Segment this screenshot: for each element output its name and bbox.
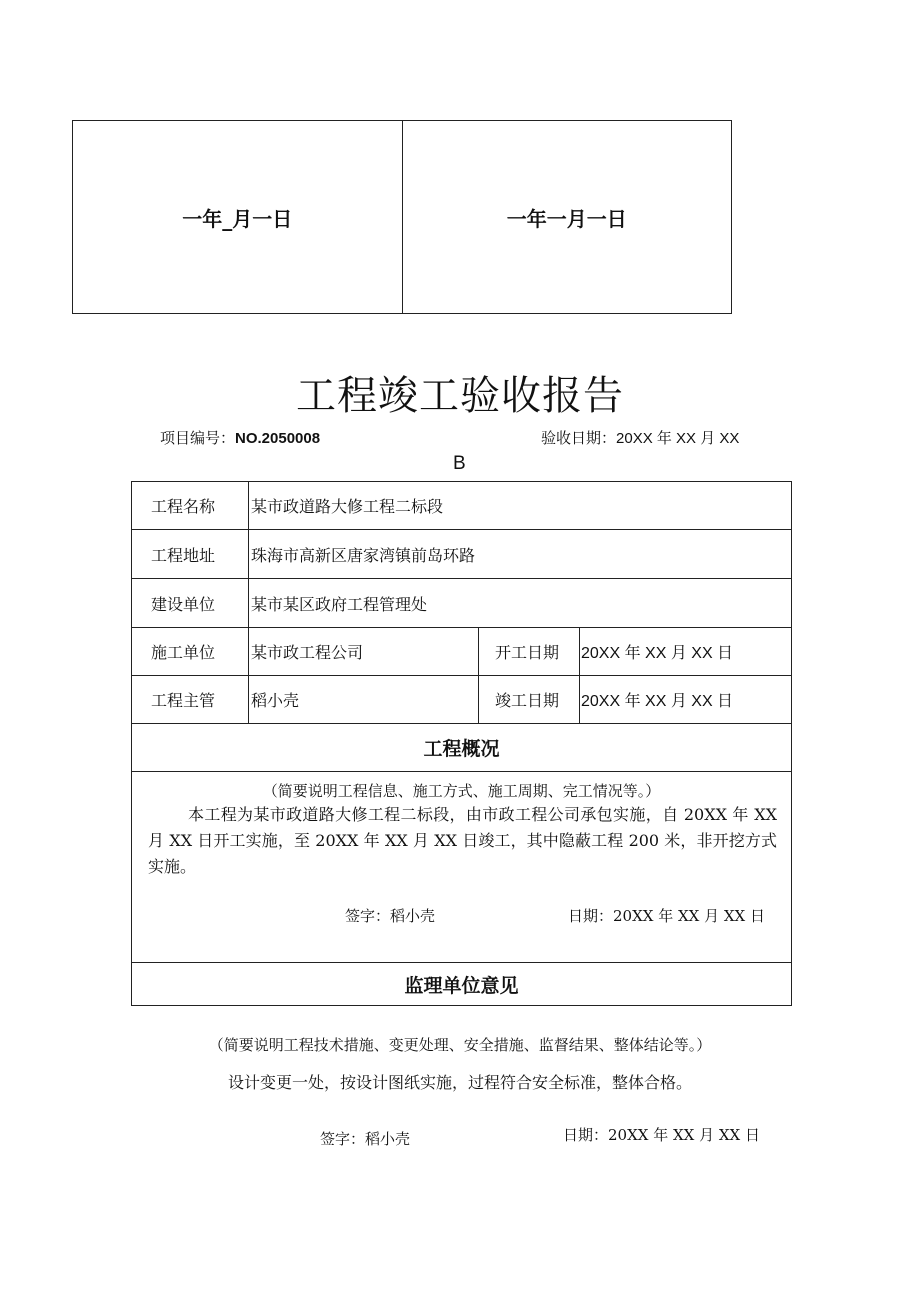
overview-heading: 工程概况 [132,724,791,772]
overview-note: （简要说明工程信息、施工方式、施工周期、完工情况等。） [262,782,661,800]
overview-text: 本工程为某市政道路大修工程二标段，由市政工程公司承包实施，自 20XX 年 XX 月 XX 日开工实施，至 20XX 年 XX 月 XX 日竣工，其中隐蔽工程 200 米，非开挖方式实施。 [148,805,777,876]
date-box [72,120,732,314]
row-value: 珠海市高新区唐家湾镇前岛环路 [248,530,791,578]
row-project-address [132,530,791,579]
row-label: 施工单位 [151,643,216,662]
supervision-signature: 签字：稻小壳 [320,1130,411,1148]
start-date-label: 开工日期 [478,628,579,675]
supervision-text: 设计变更一处，按设计图纸实施，过程符合安全标准，整体合格。 [227,1073,692,1092]
row-label: 工程名称 [151,497,216,516]
supervision-heading: 监理单位意见 [404,974,519,997]
date-cell-left: 一年_月一日 [182,206,293,231]
completion-date-label: 竣工日期 [478,676,579,723]
supervision-note: （简要说明工程技术措施、变更处理、安全措施、监督结果、整体结论等。） [208,1036,712,1054]
row-label: 工程地址 [151,545,216,565]
project-number-label: 项目编号： [160,429,236,447]
start-date-value [579,628,791,675]
row-construction-unit [132,579,791,628]
completion-date-value [579,676,791,723]
report-title: 工程竣工验收报告 [296,373,624,419]
acceptance-date-label: 验收日期： [541,429,617,447]
start-date-text: 20XX 年 XX 月 XX 日 [581,645,734,662]
row-project-name [132,482,791,530]
project-number-value: NO.2050008 [235,430,321,447]
row-contractor [132,628,791,676]
row-value: 某市政道路大修工程二标段 [248,482,791,529]
row-value: 稻小壳 [248,676,478,723]
row-value: 某市某区政府工程管理处 [248,579,791,627]
acceptance-date-continuation: B [453,453,466,474]
project-number [160,428,320,449]
row-value: 某市政工程公司 [248,628,478,675]
date-cell-right: 一年一月一日 [402,121,732,313]
report-table [131,481,792,1006]
overview-section [132,772,791,963]
overview-date: 日期：20XX 年 XX 月 XX 日 [568,907,766,925]
row-manager [132,676,791,724]
acceptance-date [541,428,739,449]
supervision-date: 日期：20XX 年 XX 月 XX 日 [563,1126,761,1144]
row-label: 工程主管 [151,691,216,710]
row-label: 建设单位 [151,594,216,614]
overview-signature: 签字：稻小壳 [345,907,436,925]
acceptance-date-value: 20XX 年 XX 月 XX [616,430,740,447]
completion-date-text: 20XX 年 XX 月 XX 日 [581,693,734,710]
